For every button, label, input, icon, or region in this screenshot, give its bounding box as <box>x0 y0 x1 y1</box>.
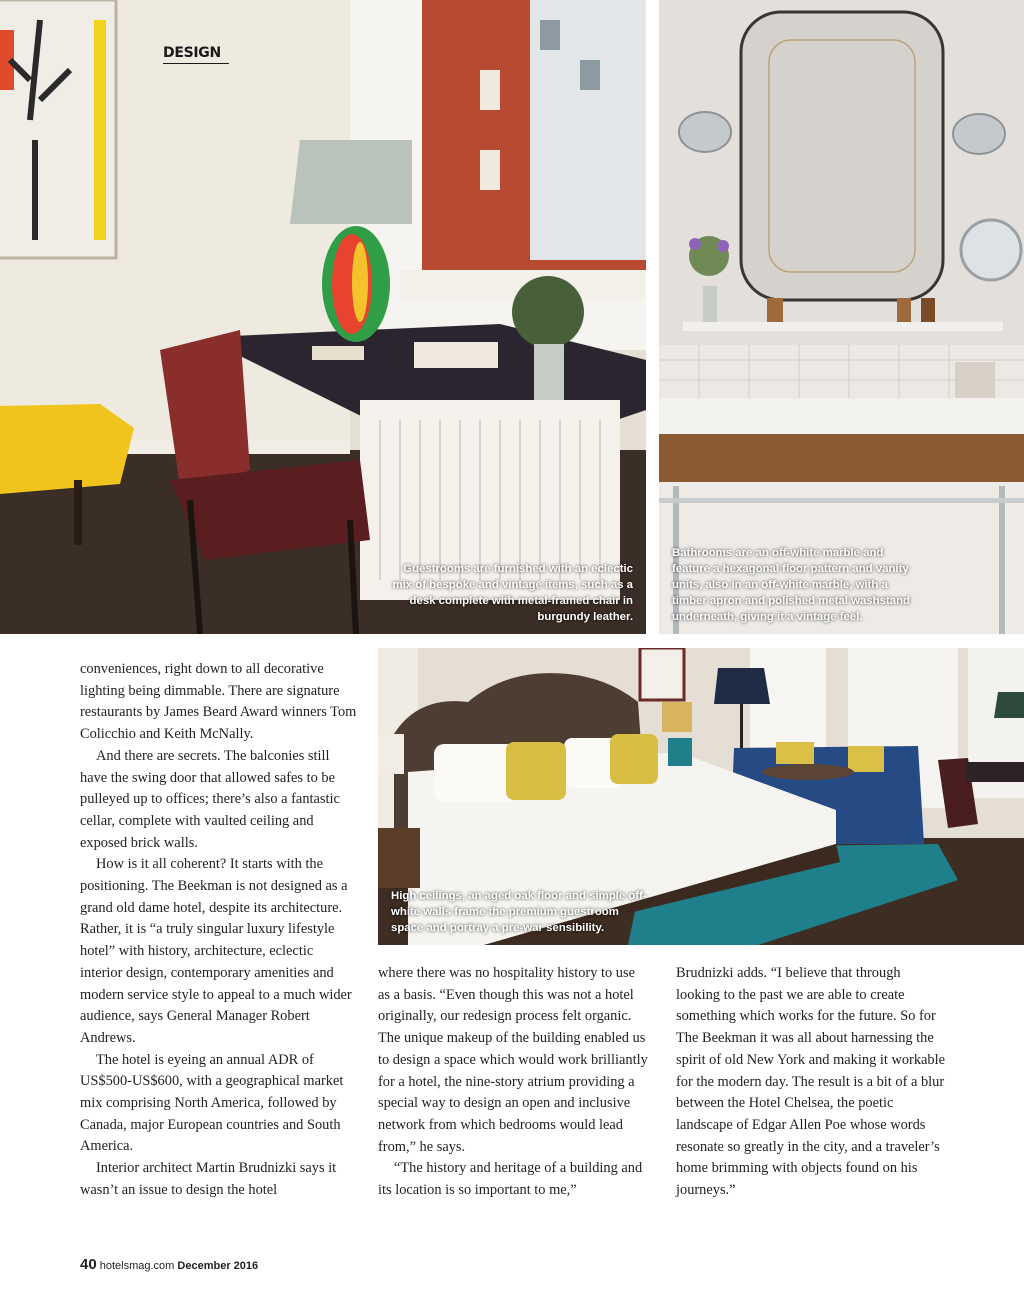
article-column-3 <box>676 963 946 1202</box>
paragraph: Brudnizki adds. “I believe that through looking to the past we are able to create something which works for the future. So for The Beekman it was all about harnessing the spirit of old New York and making it workable for the modern day. The result is a bit of a blur between the Hotel Chelsea, the poetic landscape of Edgar Allen Poe whose words resonate so greatly in the city, and a traveler’s home brimming with objects found on his journeys.” <box>676 965 945 1199</box>
paragraph: How is it all coherent? It starts with the positioning. The Beekman is not designed as a grand old dame hotel, despite its architecture. Rather, it is “a truly singular luxury lifestyle hotel” with history, architecture, eclectic interior design, contemporary amenities and modern service style to appeal to a much wider audience, says General Manager Robert Andrews. <box>80 856 352 1046</box>
article-column-2 <box>378 963 650 1202</box>
footer-date: December 2016 <box>177 1260 259 1272</box>
bathroom-photo-caption: Bathrooms are an off-white marble and feature a hexagonal floor pattern and vanity units, also in an off-white marble, with a timber apron and polished metal washstand underneath, giving it a vintage feel. <box>672 547 910 623</box>
bathroom-scene-illustration <box>659 0 1024 634</box>
page-footer <box>80 1256 258 1273</box>
paragraph: where there was no hospitality history to use as a basis. “Even though this was not a hotel originally, our redesign process felt organic. The unique makeup of the building enabled us to design a space which would work brilliantly for a hotel, the nine-story atrium providing a special way to design an open and inclusive network from which bedrooms would lead from,” he says. <box>378 965 648 1155</box>
paragraph: “The history and heritage of a building and its location is so important to me,” <box>378 1160 643 1199</box>
bedroom-photo-caption: High ceilings, an aged oak floor and simple off-white walls frame the premium guestroom space and portray a pre-war sensibility. <box>391 890 647 934</box>
section-label: DESIGN <box>163 45 229 64</box>
paragraph: conveniences, right down to all decorative lighting being dimmable. There are signature restaurants by James Beard Award winners Tom Colicchio and Keith McNally. <box>80 661 357 743</box>
paragraph: And there are secrets. The balconies still have the swing door that allowed safes to be pulleyed up to offices; there’s also a fantastic cellar, complete with vaulted ceiling and exposed brick walls. <box>80 747 340 851</box>
page-number: 40 <box>80 1256 97 1273</box>
photo-desk <box>0 0 646 634</box>
paragraph: The hotel is eyeing an annual ADR of US$500-US$600, with a geographical market mix comprising North America, followed by Canada, major European countries and South America. <box>80 1051 344 1155</box>
footer-site: hotelsmag.com <box>99 1260 175 1272</box>
desk-photo-caption: Guestrooms are furnished with an eclectic mix of bespoke and vintage items, such as a desk complete with metal-framed chair in burgundy leather. <box>392 563 633 623</box>
paragraph: Interior architect Martin Brudnizki says it wasn’t an issue to design the hotel <box>80 1160 337 1198</box>
photo-bathroom <box>659 0 1024 634</box>
photo-bedroom <box>378 648 1024 945</box>
article-column-1 <box>80 659 357 1202</box>
desk-scene-illustration <box>0 0 646 634</box>
